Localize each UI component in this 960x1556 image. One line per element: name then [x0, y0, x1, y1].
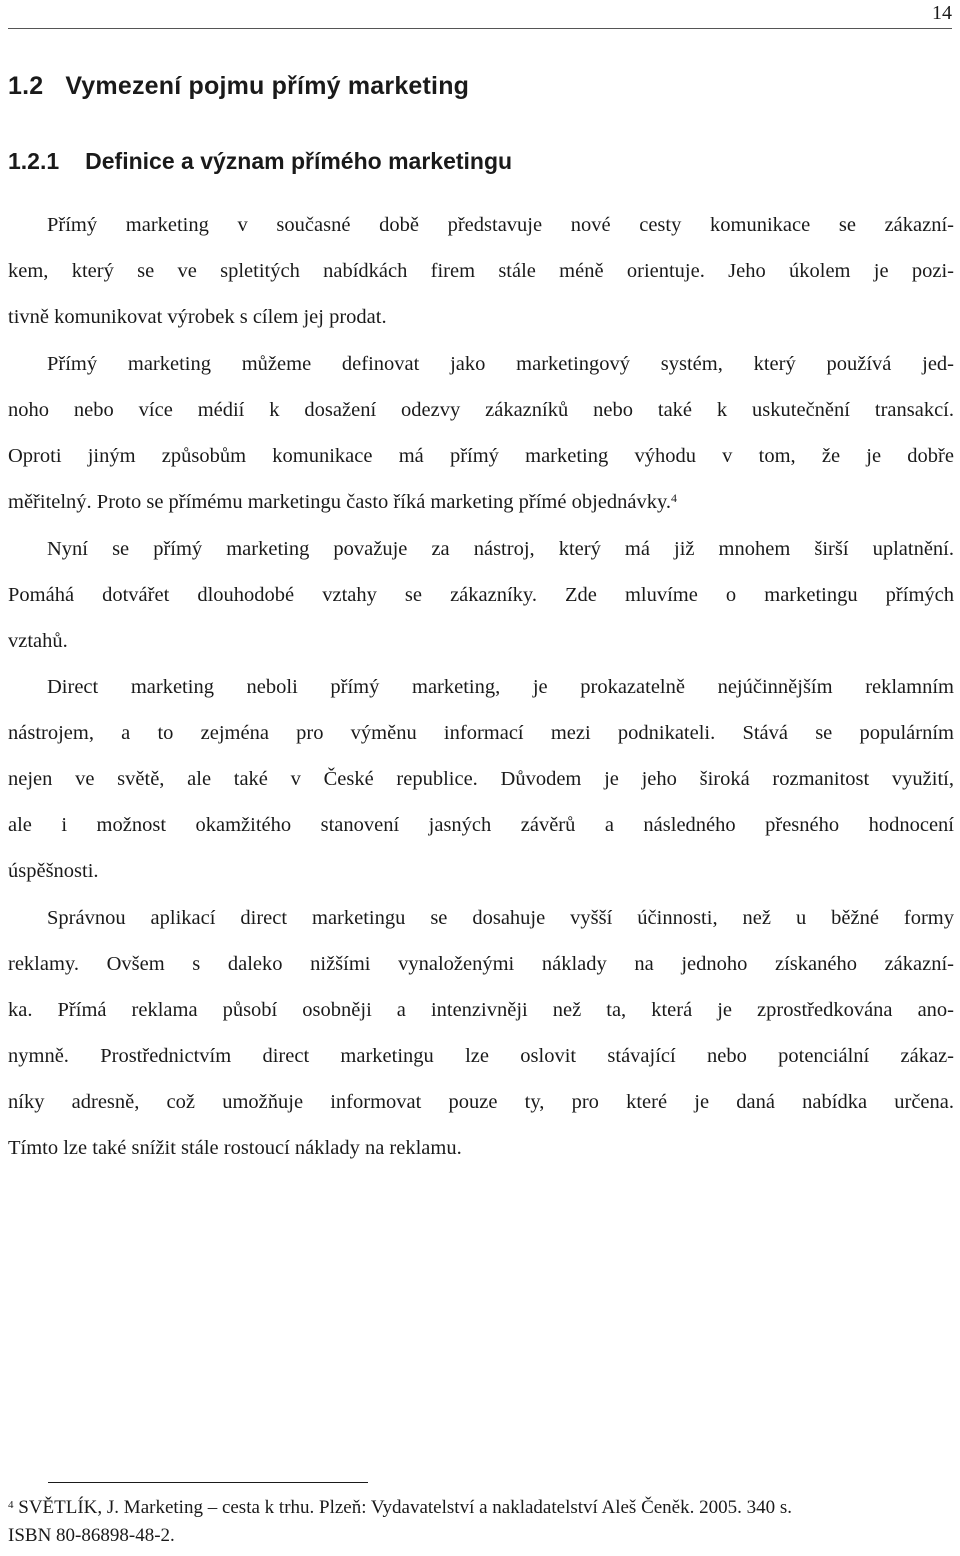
section-number: 1.2 [8, 72, 44, 100]
text-line: Správnou aplikací direct marketingu se dosahuje vyšší účinnosti, než u běžné formy [47, 907, 954, 929]
text-line: Direct marketing neboli přímý marketing, je prokazatelně nejúčinnějším reklamním [47, 676, 954, 698]
footnote-separator [48, 1482, 368, 1483]
text-line [8, 489, 954, 515]
subsection-heading [8, 148, 512, 175]
text-line: Nyní se přímý marketing považuje za nástroj, který má již mnohem širší uplatnění. [47, 538, 954, 560]
text-line: Pomáhá dotvářet dlouhodobé vztahy se zákazníky. Zde mluvíme o marketingu přímých [8, 584, 954, 606]
section-heading [8, 72, 469, 101]
text-line: ka. Přímá reklama působí osobněji a intenzivněji než ta, která je zprostředkována ano- [8, 999, 954, 1021]
header-rule [8, 28, 952, 29]
page-number: 14 [932, 2, 952, 24]
footnote-isbn: ISBN 80-86898-48-2. [8, 1525, 175, 1546]
text-line: tivně komunikovat výrobek s cílem jej prodat. [8, 306, 387, 328]
text-line: reklamy. Ovšem s daleko nižšími vynaloženými náklady na jednoho získaného zákazní- [8, 953, 954, 975]
text-line: noho nebo více médií k dosažení odezvy zákazníků nebo také k uskutečnění transakcí. [8, 399, 954, 421]
subsection-number: 1.2.1 [8, 148, 60, 174]
text-line: nymně. Prostřednictvím direct marketingu lze oslovit stávající nebo potenciální zákaz- [8, 1045, 954, 1067]
footnote-text: SVĚTLÍK, J. Marketing – cesta k trhu. Plzeň: Vydavatelství a nakladatelství Aleš Čeněk. 2005. 340 s. [18, 1497, 793, 1518]
text-line: vztahů. [8, 630, 68, 652]
text-line: úspěšnosti. [8, 860, 99, 882]
footnote-reference: 4 [671, 491, 678, 505]
text-line: kem, který se ve spletitých nabídkách firem stále méně orientuje. Jeho úkolem je pozi- [8, 260, 954, 282]
text-line: Přímý marketing v současné době představuje nové cesty komunikace se zákazní- [47, 214, 954, 236]
text-line: Oproti jiným způsobům komunikace má přímý marketing výhodu v tom, že je dobře [8, 445, 954, 467]
text-line: Tímto lze také snížit stále rostoucí náklady na reklamu. [8, 1137, 462, 1159]
text-line: Přímý marketing můžeme definovat jako marketingový systém, který používá jed- [47, 353, 954, 375]
footnote-line [8, 1496, 792, 1520]
text-line: ale i možnost okamžitého stanovení jasných závěrů a následného přesného hodnocení [8, 814, 954, 836]
text-line: níky adresně, což umožňuje informovat pouze ty, pro které je daná nabídka určena. [8, 1091, 954, 1113]
section-title: Vymezení pojmu přímý marketing [65, 72, 470, 100]
text-line: nejen ve světě, ale také v České republice. Důvodem je jeho široká rozmanitost využití, [8, 768, 954, 790]
text-line: nástrojem, a to zejména pro výměnu informací mezi podnikateli. Stává se populárním [8, 722, 954, 744]
footnote-number: 4 [8, 1499, 14, 1511]
text-line-content: měřitelný. Proto se přímému marketingu často říká marketing přímé objednávky. [8, 491, 672, 513]
subsection-title: Definice a význam přímého marketingu [85, 148, 513, 174]
